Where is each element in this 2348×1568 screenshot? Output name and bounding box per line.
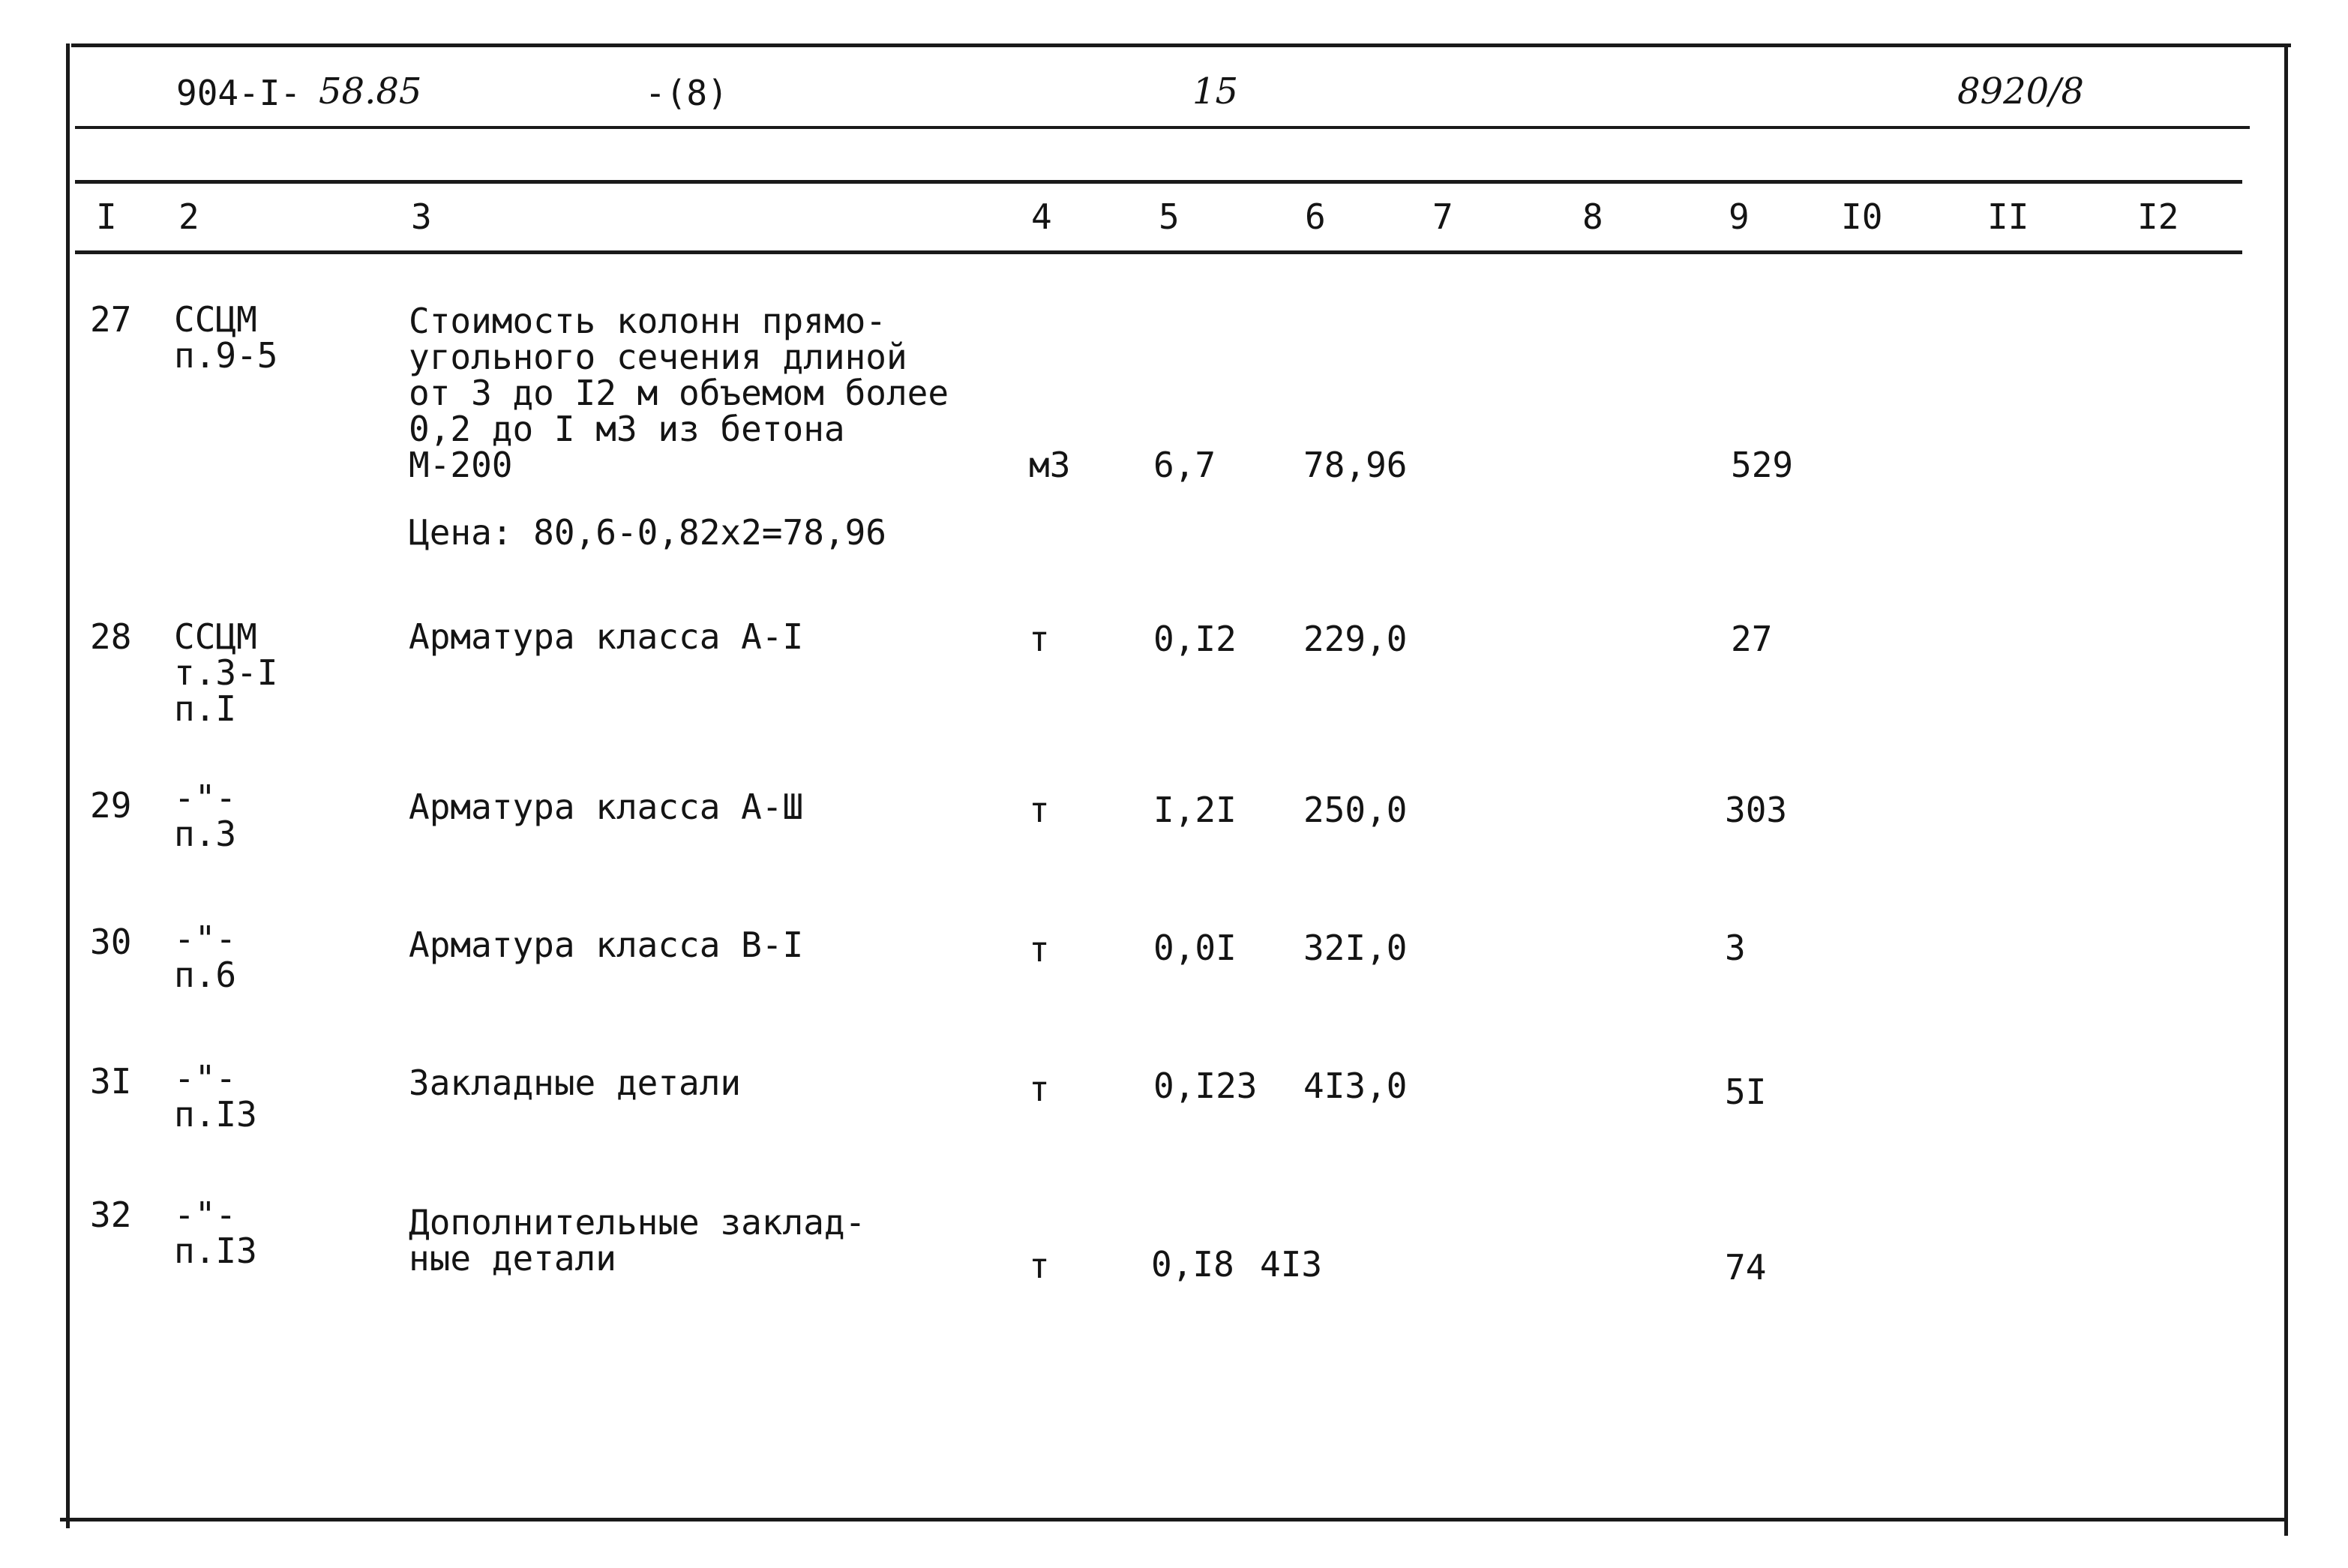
stamp-separator-line bbox=[75, 126, 2250, 129]
unit: т bbox=[1029, 929, 1050, 970]
quantity: 0,I2 bbox=[1153, 619, 1237, 659]
frame-right-line bbox=[2284, 43, 2288, 1536]
price-reference: -"- п.3 bbox=[174, 778, 237, 854]
column-header: 6 bbox=[1305, 196, 1326, 237]
unit: т bbox=[1029, 1246, 1050, 1286]
quantity: 0,0I bbox=[1153, 928, 1237, 968]
frame-left-line bbox=[66, 43, 70, 1528]
row-number: 30 bbox=[90, 922, 132, 962]
unit: т bbox=[1029, 619, 1050, 659]
price-reference: -"- п.I3 bbox=[174, 1058, 257, 1135]
quantity: 0,I23 bbox=[1153, 1066, 1258, 1106]
column-header-top-line bbox=[75, 180, 2242, 184]
total-cost: 529 bbox=[1731, 445, 1794, 485]
inventory-number-handwritten: 8920/8 bbox=[1957, 70, 2084, 112]
work-description: Арматура класса В-I bbox=[409, 925, 804, 965]
column-header-bottom-line bbox=[75, 250, 2242, 254]
work-description: Закладные детали bbox=[409, 1063, 742, 1103]
price-reference: -"- п.6 bbox=[174, 919, 237, 995]
total-cost: 74 bbox=[1725, 1247, 1767, 1288]
quantity: 0,I8 bbox=[1151, 1244, 1234, 1285]
unit: т bbox=[1029, 790, 1050, 830]
unit: т bbox=[1029, 1069, 1050, 1109]
row-number: 3I bbox=[90, 1061, 132, 1102]
unit-price: 78,96 bbox=[1303, 445, 1408, 485]
row-number: 29 bbox=[90, 785, 132, 826]
column-header: 2 bbox=[178, 196, 199, 237]
work-description: Дополнительные заклад- ные детали bbox=[409, 1202, 866, 1279]
unit-price: 4I3 bbox=[1260, 1244, 1323, 1285]
unit-price: 32I,0 bbox=[1303, 928, 1408, 968]
column-header: 9 bbox=[1729, 196, 1750, 237]
price-reference: ССЦМ т.3-I п.I bbox=[174, 616, 278, 729]
total-cost: 3 bbox=[1725, 928, 1746, 968]
unit-price: 250,0 bbox=[1303, 790, 1408, 830]
column-header: 8 bbox=[1582, 196, 1603, 237]
unit-price: 229,0 bbox=[1303, 619, 1408, 659]
unit-price: 4I3,0 bbox=[1303, 1066, 1408, 1106]
quantity: I,2I bbox=[1153, 790, 1237, 830]
column-header: I bbox=[96, 196, 117, 237]
page-number-handwritten: 15 bbox=[1192, 70, 1239, 112]
work-description: Арматура класса А-Ш bbox=[409, 787, 804, 827]
doc-code-handwritten: 58.85 bbox=[319, 70, 422, 112]
quantity: 6,7 bbox=[1153, 445, 1216, 485]
column-header: 3 bbox=[411, 196, 432, 237]
column-header: II bbox=[1987, 196, 2029, 237]
column-header: 5 bbox=[1159, 196, 1180, 237]
column-header: 7 bbox=[1432, 196, 1453, 237]
column-header: 4 bbox=[1031, 196, 1052, 237]
frame-top-line bbox=[71, 43, 2291, 47]
row-number: 27 bbox=[90, 299, 132, 340]
total-cost: 303 bbox=[1725, 790, 1788, 830]
sheet-number: -(8) bbox=[645, 73, 728, 113]
frame-bottom-line bbox=[60, 1518, 2288, 1522]
doc-code-printed: 904-I- bbox=[176, 73, 301, 113]
total-cost: 5I bbox=[1725, 1072, 1767, 1112]
row-number: 28 bbox=[90, 616, 132, 657]
total-cost: 27 bbox=[1731, 619, 1773, 659]
price-note: Цена: 80,6-0,82х2=78,96 bbox=[409, 512, 886, 553]
column-header: I0 bbox=[1841, 196, 1883, 237]
price-reference: -"- п.I3 bbox=[174, 1195, 257, 1271]
column-header: I2 bbox=[2137, 196, 2179, 237]
work-description: Арматура класса А-I bbox=[409, 616, 804, 657]
row-number: 32 bbox=[90, 1195, 132, 1235]
price-reference: ССЦМ п.9-5 bbox=[174, 299, 278, 376]
work-description: Стоимость колонн прямо- угольного сечения длиной от 3 до I2 м объемом более 0,2 до I м3 из бетона М-200 bbox=[409, 301, 949, 485]
unit: м3 bbox=[1029, 445, 1071, 485]
